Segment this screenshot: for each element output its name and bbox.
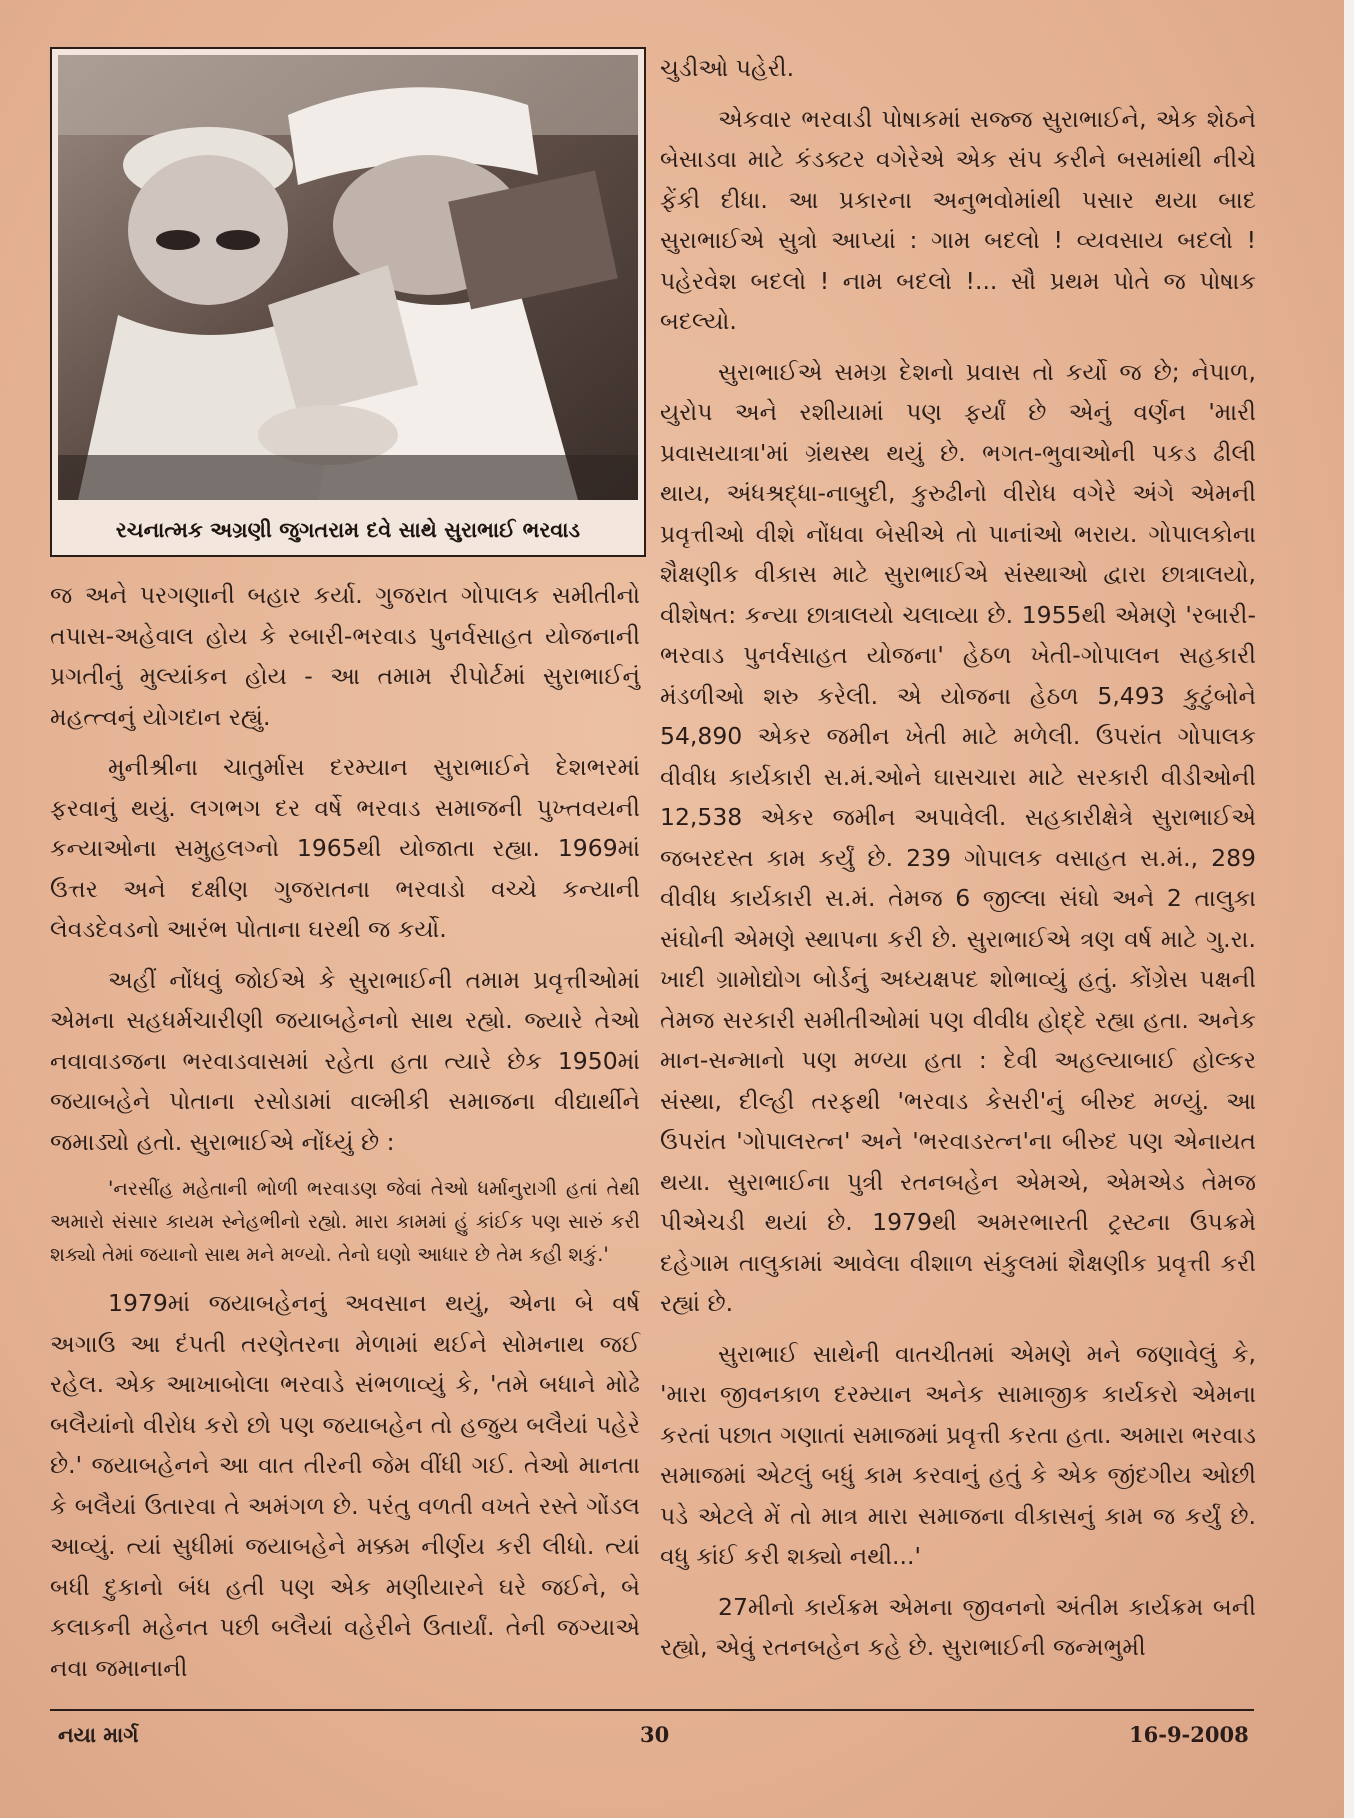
magazine-name: નયા માર્ગ xyxy=(58,1722,139,1747)
paragraph: સુરાભાઈએ સમગ્ર દેશનો પ્રવાસ તો કર્યો જ છે; નેપાળ, યુરોપ અને રશીયામાં પણ ફર્યાં છે એનું વર્ણન 'મારી પ્રવાસયાત્રા'માં ગ્રંથસ્થ થયું છે. ભગત-ભુવાઓની પકડ ઢીલી થાય, અંધશ્રદ્ધા-નાબુદી, કુરુઢીનો વીરોધ વગેરે અંગે એમની પ્રવૃત્તીઓ વીશે નોંધવા બેસીએ તો પાનાંઓ ભરાય. ગોપાલકોના શૈક્ષણીક વીકાસ માટે સુરાભાઈએ સંસ્થાઓ દ્વારા છાત્રાલયો, વીશેષત: કન્યા છાત્રાલયો ચલાવ્યા છે. 1955થી એમણે 'રબારી-ભરવાડ પુનર્વસાહત યોજના' હેઠળ ખેતી-ગોપાલન સહકારી મંડળીઓ શરુ કરેલી. એ યોજના હેઠળ 5,493 કુટુંબોને 54,890 એકર જમીન ખેતી માટે મળેલી. ઉપરાંત ગોપાલક વીવીધ કાર્યકારી સ.મં.ઓને ઘાસચારા માટે સરકારી વીડીઓની 12,538 એકર જમીન અપાવેલી. સહકારીક્ષેત્રે સુરાભાઈએ જબરદસ્ત કામ કર્યું છે. 239 ગોપાલક વસાહત સ.મં., 289 વીવીધ કાર્યકારી સ.મં. તેમજ 6 જીલ્લા સંઘો અને 2 તાલુકા સંઘોની એમણે સ્થાપના કરી છે. સુરાભાઈએ ત્રણ વર્ષ માટે ગુ.રા. ખાદી ગ્રામોદ્યોગ બોર્ડનું અધ્યક્ષપદ શોભાવ્યું હતું. કોંગ્રેસ પક્ષની તેમજ સરકારી સમીતીઓમાં પણ વીવીધ હોદ્દે રહ્યા હતા. અનેક માન-સન્માનો પણ મળ્યા હતા : દેવી અહલ્યાબાઈ હોલ્કર સંસ્થા, દીલ્હી તરફથી 'ભરવાડ કેસરી'નું બીરુદ મળ્યું. આ ઉપરાંત 'ગોપાલરત્ન' અને 'ભરવાડરત્ન'ના બીરુદ પણ એનાયત થયા. સુરાભાઈના પુત્રી રતનબહેન એમએ, એમએડ તેમજ પીએચડી થયાં છે. 1979થી અમરભારતી ટ્રસ્ટના ઉપક્રમે દહેગામ તાલુકામાં આવેલા વીશાળ સંકુલમાં શૈક્ષણીક પ્રવૃત્તી કરી રહ્યાં છે. xyxy=(660,357,1256,1317)
continuation-line: ચુડીઓ પહેરી. xyxy=(660,54,795,82)
paragraph: જ અને પરગણાની બહાર કર્યા. ગુજરાત ગોપાલક સમીતીનો તપાસ-અહેવાલ હોય કે રબારી-ભરવાડ પુનર્વસાહત યોજનાની પ્રગતીનું મુલ્યાંકન હોય - આ તમામ રીપોર્ટમાં સુરાભાઈનું મહત્ત્વનું યોગદાન રહ્યું. xyxy=(50,581,640,731)
paragraph: 1979માં જયાબહેનનું અવસાન થયું, એના બે વર્ષ અગાઉ આ દંપતી તરણેતરના મેળામાં થઈને સોમનાથ જઈ રહેલ. એક આખાબોલા ભરવાડે સંભળાવ્યું કે, 'તમે બધાને મોઢે બલૈયાંનો વીરોધ કરો છો પણ જયાબહેન તો હજુય બલૈયાં પહેરે છે.' જયાબહેનને આ વાત તીરની જેમ વીંધી ગઈ. તેઓ માનતા કે બલૈયાં ઉતારવા તે અમંગળ છે. પરંતુ વળતી વખતે રસ્તે ગોંડલ આવ્યું. ત્યાં સુધીમાં જયાબહેને મક્કમ નીર્ણય કરી લીધો. ત્યાં બધી દુકાનો બંધ હતી પણ એક મણીયારને ઘરે જઈને, બે કલાકની મહેનત પછી બલૈયાં વહેરીને ઉતાર્યાં. તેની જગ્યાએ નવા જમાનાની xyxy=(50,1289,640,1682)
paragraph: અહીં નોંધવું જોઈએ કે સુરાભાઈની તમામ પ્રવૃત્તીઓમાં એમના સહધર્મચારીણી જયાબહેનનો સાથ રહ્યો. જ્યારે તેઓ નવાવાડજના ભરવાડવાસમાં રહેતા હતા ત્યારે છેક 1950માં જયાબહેને પોતાના રસોડામાં વાલ્મીકી સમાજના વીદ્યાર્થીને જમાડ્યો હતો. સુરાભાઈએ નોંધ્યું છે : xyxy=(50,965,640,1156)
halftone-photo-illustration xyxy=(58,55,638,500)
quote-paragraph: 'નરસીંહ મહેતાની ભોળી ભરવાડણ જેવાં તેઓ ધર્માનુરાગી હતાં તેથી અમારો સંસાર કાયમ સ્નેહભીનો રહ્યો. મારા કામમાં હું કાંઈક પણ સારું કરી શક્યો તેમાં જયાનો સાથ મને મળ્યો. તેનો ઘણો આધાર છે તેમ કહી શકું.' xyxy=(50,1177,640,1266)
paragraph: એકવાર ભરવાડી પોષાકમાં સજ્જ સુરાભાઈને, એક શેઠને બેસાડવા માટે કંડક્ટર વગેરેએ એક સંપ કરીને બસમાંથી નીચે ફેંકી દીધા. આ પ્રકારના અનુભવોમાંથી પસાર થયા બાદ સુરાભાઈએ સુત્રો આપ્યાં : ગામ બદલો ! વ્યવસાય બદલો ! પહેરવેશ બદલો ! નામ બદલો !... સૌ પ્રથમ પોતે જ પોષાક બદલ્યો. xyxy=(660,104,1256,335)
paragraph: મુનીશ્રીના ચાતુર્માસ દરમ્યાન સુરાભાઈને દેશભરમાં ફરવાનું થયું. લગભગ દર વર્ષે ભરવાડ સમાજની પુખ્તવયની કન્યાઓના સમુહલગ્નો 1965થી યોજાતા રહ્યા. 1969માં ઉત્તર અને દક્ષીણ ગુજરાતના ભરવાડો વચ્ચે કન્યાની લેવડદેવડનો આરંભ પોતાના ઘરથી જ કર્યો. xyxy=(50,753,640,943)
photo-frame xyxy=(50,47,646,557)
photo-jugatram-dave-with-surabhai xyxy=(58,55,638,500)
left-column xyxy=(50,575,640,1698)
paragraph: 27મીનો કાર્યક્રમ એમના જીવનનો અંતીમ કાર્યક્રમ બની રહ્યો, એવું રતનબહેન કહે છે. સુરાભાઈની જન્મભુમી xyxy=(660,1592,1256,1661)
issue-date: 16-9-2008 xyxy=(1129,1722,1249,1747)
page-number: 30 xyxy=(640,1722,670,1747)
paragraph: સુરાભાઈ સાથેની વાતચીતમાં એમણે મને જણાવેલું કે, 'મારા જીવનકાળ દરમ્યાન અનેક સામાજીક કાર્યકરો એમના કરતાં પછાત ગણાતાં સમાજમાં પ્રવૃત્તી કરતા હતા. અમારા ભરવાડ સમાજમાં એટલું બધું કામ કરવાનું હતું કે એક જીંદગીય ઓછી પડે એટલે મેં તો માત્ર મારા સમાજના વીકાસનું કામ જ કર્યું છે. વધુ કાંઈ કરી શક્યો નથી...' xyxy=(660,1339,1256,1570)
scan-edge xyxy=(1344,0,1354,1818)
footer-rule xyxy=(50,1709,1254,1711)
photo-caption: રચનાત્મક અગ્રણી જુગતરામ દવે સાથે સુરાભાઈ ભરવાડ xyxy=(115,518,581,542)
right-column xyxy=(660,48,1256,1678)
